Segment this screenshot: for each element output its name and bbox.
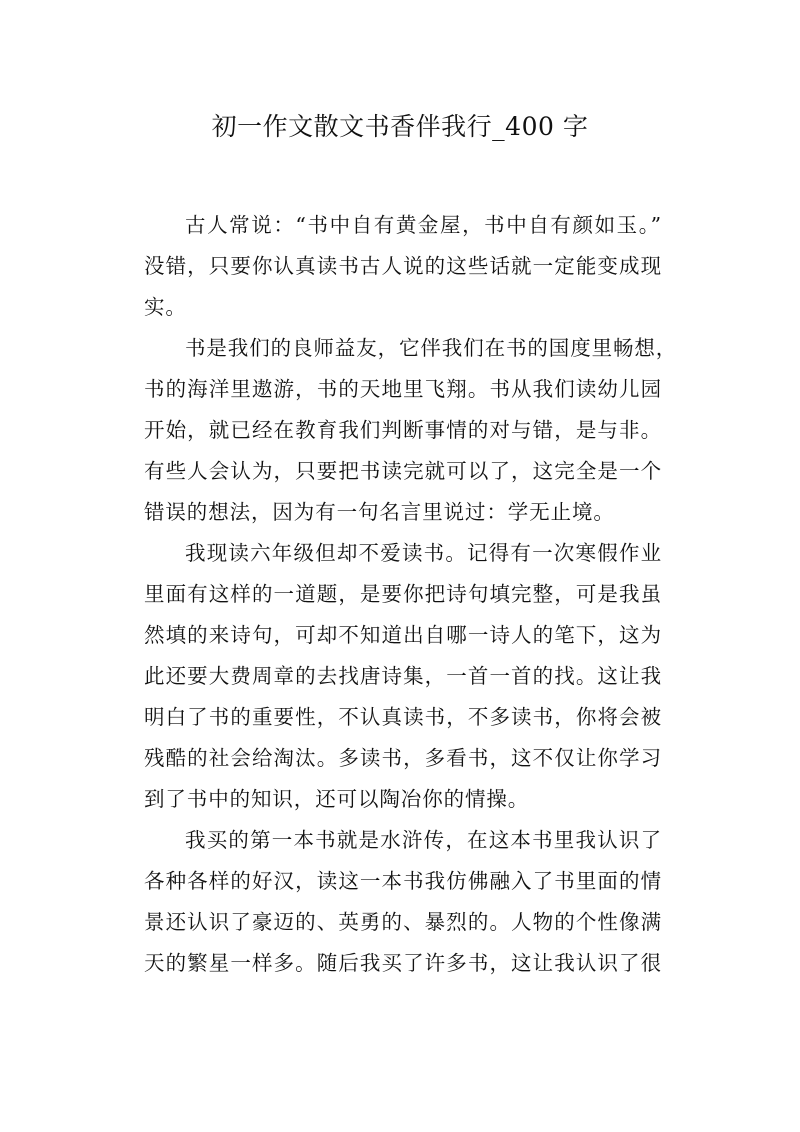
- text-line: 里面有这样的一道题，是要你把诗句填完整，可是我虽: [144, 582, 662, 606]
- text-line: 天的繁星一样多。随后我买了许多书，这让我认识了很: [144, 951, 662, 975]
- text-line: 书是我们的良师益友，它伴我们在书的国度里畅想，: [185, 336, 678, 360]
- paragraph-1: [144, 205, 662, 328]
- document-body: [144, 205, 678, 984]
- text-line: 古人常说：“书中自有黄金屋，书中自有颜如玉。”: [185, 213, 662, 237]
- text-line: 到了书中的知识，还可以陶冶你的情操。: [144, 787, 530, 811]
- paragraph-4: [144, 820, 662, 984]
- text-line: 景还认识了豪迈的、英勇的、暴烈的。人物的个性像满: [144, 910, 662, 934]
- text-line: 然填的来诗句，可却不知道出自哪一诗人的笔下，这为: [144, 623, 662, 647]
- text-line: 实。: [144, 295, 187, 319]
- text-line: 有些人会认为，只要把书读完就可以了，这完全是一个: [144, 459, 662, 483]
- text-line: 各种各样的好汉，读这一本书我仿佛融入了书里面的情: [144, 869, 662, 893]
- text-line: 没错，只要你认真读书古人说的这些话就一定能变成现: [144, 254, 662, 278]
- text-line: 我买的第一本书就是水浒传，在这本书里我认识了: [185, 828, 662, 852]
- paragraph-3: [144, 533, 662, 820]
- text-line: 开始，就已经在教育我们判断事情的对与错，是与非。: [144, 418, 662, 442]
- text-line: 书的海洋里遨游，书的天地里飞翔。书从我们读幼儿园: [144, 377, 662, 401]
- text-line: 残酷的社会给淘汰。多读书，多看书，这不仅让你学习: [144, 746, 662, 770]
- text-line: 明白了书的重要性，不认真读书，不多读书，你将会被: [144, 705, 662, 729]
- document-title: 初一作文散文书香伴我行_400 字: [211, 112, 589, 141]
- text-line: 我现读六年级但却不爱读书。记得有一次寒假作业: [185, 541, 662, 565]
- paragraph-2: [144, 328, 678, 533]
- text-line: 此还要大费周章的去找唐诗集，一首一首的找。这让我: [144, 664, 662, 688]
- text-line: 错误的想法，因为有一句名言里说过：学无止境。: [144, 500, 615, 524]
